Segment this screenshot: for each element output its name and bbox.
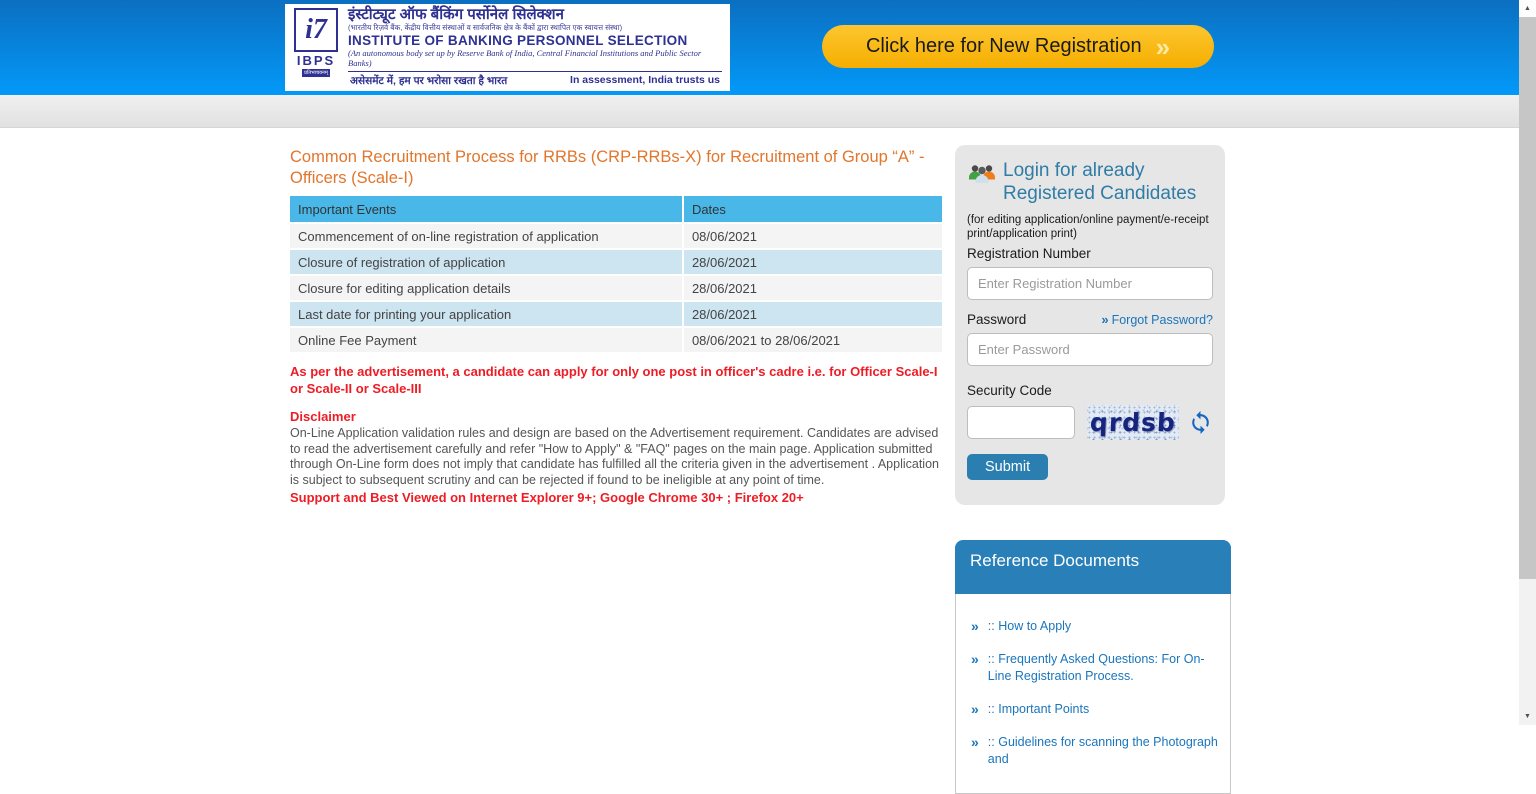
org-name-english: INSTITUTE OF BANKING PERSONNEL SELECTION (348, 33, 688, 48)
col-dates: Dates (684, 196, 942, 222)
new-registration-label: Click here for New Registration (865, 35, 1142, 57)
security-code-input[interactable] (967, 406, 1075, 439)
important-events-table (288, 194, 944, 354)
header (0, 0, 1519, 95)
ref-item-label: :: How to Apply (987, 619, 1072, 633)
submit-button[interactable]: Submit (967, 454, 1048, 480)
ibps-logo-monogram: i7 (294, 8, 338, 52)
double-chevron-icon: » (971, 734, 979, 750)
captcha-text: qrdsb (1089, 408, 1177, 437)
captcha-image (1087, 405, 1179, 440)
ibps-logo-acronym: IBPS (296, 53, 336, 68)
registration-number-label: Registration Number (967, 246, 1091, 261)
login-title-text: Login for already Registered Candidates (1003, 160, 1197, 204)
login-panel-title (967, 159, 1213, 205)
org-subtitle-english: (An autonomous body set up by Reserve Bank of India, Central Financial Institutions and Public Sector Banks) (348, 48, 702, 68)
single-post-notice: As per the advertisement, a candidate can apply for only one post in officer's cadre i.e. for Officer Scale-I or Scale-II or Scale-III (290, 364, 938, 396)
brand-box (285, 4, 730, 91)
table-row (290, 250, 942, 274)
event-cell: Closure of registration of application (290, 250, 682, 274)
disclaimer-title: Disclaimer (290, 409, 356, 424)
vertical-scrollbar[interactable] (1519, 0, 1536, 725)
table-row (290, 328, 942, 352)
table-row (290, 224, 942, 248)
ibps-logo (290, 6, 342, 89)
new-registration-button[interactable] (822, 25, 1214, 68)
tagline-row (348, 71, 722, 89)
ibps-logo-motto: प्रतिभाचयनम् (304, 70, 328, 76)
page-title: Common Recruitment Process for RRBs (CRP-RRBs-X) for Recruitment of Group “A” - Officers (Scale-I) (290, 148, 925, 187)
scrollbar-down-arrow[interactable]: ▼ (1519, 708, 1536, 725)
date-cell: 08/06/2021 to 28/06/2021 (684, 328, 942, 352)
registration-number-input[interactable] (967, 267, 1213, 300)
tagline-hindi: असेसमेंट में, हम पर भरोसा रखता है भारत (350, 75, 508, 87)
event-cell: Commencement of on-line registration of application (290, 224, 682, 248)
ref-item-label: :: Important Points (987, 702, 1090, 716)
reference-documents-list (955, 594, 1231, 794)
forgot-password-link[interactable] (1101, 312, 1213, 327)
tagline-english: In assessment, India trusts us (570, 74, 720, 86)
double-chevron-icon: » (1155, 31, 1171, 62)
ref-item-faq[interactable] (971, 651, 1218, 685)
captcha-refresh-icon[interactable] (1188, 410, 1213, 435)
ref-item-label: :: Guidelines for scanning the Photograph and (987, 735, 1218, 766)
reference-documents-title: Reference Documents (955, 540, 1231, 594)
event-cell: Last date for printing your application (290, 302, 682, 326)
ref-item-photo-guidelines[interactable] (971, 734, 1218, 768)
org-subtitle-hindi: (भारतीय रिज़र्व बैंक, केंद्रीय वित्तीय संस्थाओं व सार्वजनिक क्षेत्र के बैंकों द्वारा स्थापित एक स्वायत्त संस्था) (348, 23, 623, 32)
table-row (290, 276, 942, 300)
captcha-row (967, 405, 1213, 440)
login-panel (955, 145, 1225, 505)
double-chevron-icon: » (971, 651, 979, 667)
security-code-label: Security Code (967, 383, 1052, 398)
password-row (967, 312, 1213, 327)
password-label: Password (967, 312, 1027, 327)
date-cell: 08/06/2021 (684, 224, 942, 248)
scrollbar-up-arrow[interactable]: ▲ (1519, 0, 1536, 17)
ref-item-label: :: Frequently Asked Questions: For On-Line Registration Process. (987, 652, 1205, 683)
table-row (290, 302, 942, 326)
org-name-hindi: इंस्टीट्यूट ऑफ बैंकिंग पर्सोनेल सिलेक्शन (348, 6, 564, 23)
brand-text (342, 6, 722, 89)
event-cell: Closure for editing application details (290, 276, 682, 300)
table-header-row (290, 196, 942, 222)
date-cell: 28/06/2021 (684, 276, 942, 300)
disclaimer-body: On-Line Application validation rules and design are based on the Advertisement requirement. Candidates are advised to read the advertisement carefully and refer "How to Apply" & "FAQ" pages on the main page. Application submitted through On-Line form does not imply that candidate has fulfilled all the criteria given in the advertisement . Application is subject to subsequent scrutiny and can be rejected if found to be ineligible at any point of time. (290, 426, 939, 487)
double-chevron-icon: » (971, 618, 979, 634)
event-cell: Online Fee Payment (290, 328, 682, 352)
ref-item-important-points[interactable] (971, 701, 1218, 718)
double-chevron-icon: » (971, 701, 979, 717)
double-chevron-icon: » (1101, 312, 1109, 327)
browser-support-note: Support and Best Viewed on Internet Explorer 9+; Google Chrome 30+ ; Firefox 20+ (290, 490, 804, 505)
date-cell: 28/06/2021 (684, 250, 942, 274)
forgot-password-label: Forgot Password? (1111, 313, 1213, 327)
col-important-events: Important Events (290, 196, 682, 222)
date-cell: 28/06/2021 (684, 302, 942, 326)
login-subtitle: (for editing application/online payment/e-receipt print/application print) (967, 214, 1209, 240)
scrollbar-thumb[interactable] (1519, 17, 1536, 579)
reference-documents-panel (955, 540, 1231, 794)
ref-item-how-to-apply[interactable] (971, 618, 1218, 635)
password-input[interactable] (967, 333, 1213, 366)
sub-header-band (0, 95, 1519, 128)
users-group-icon (967, 162, 997, 186)
